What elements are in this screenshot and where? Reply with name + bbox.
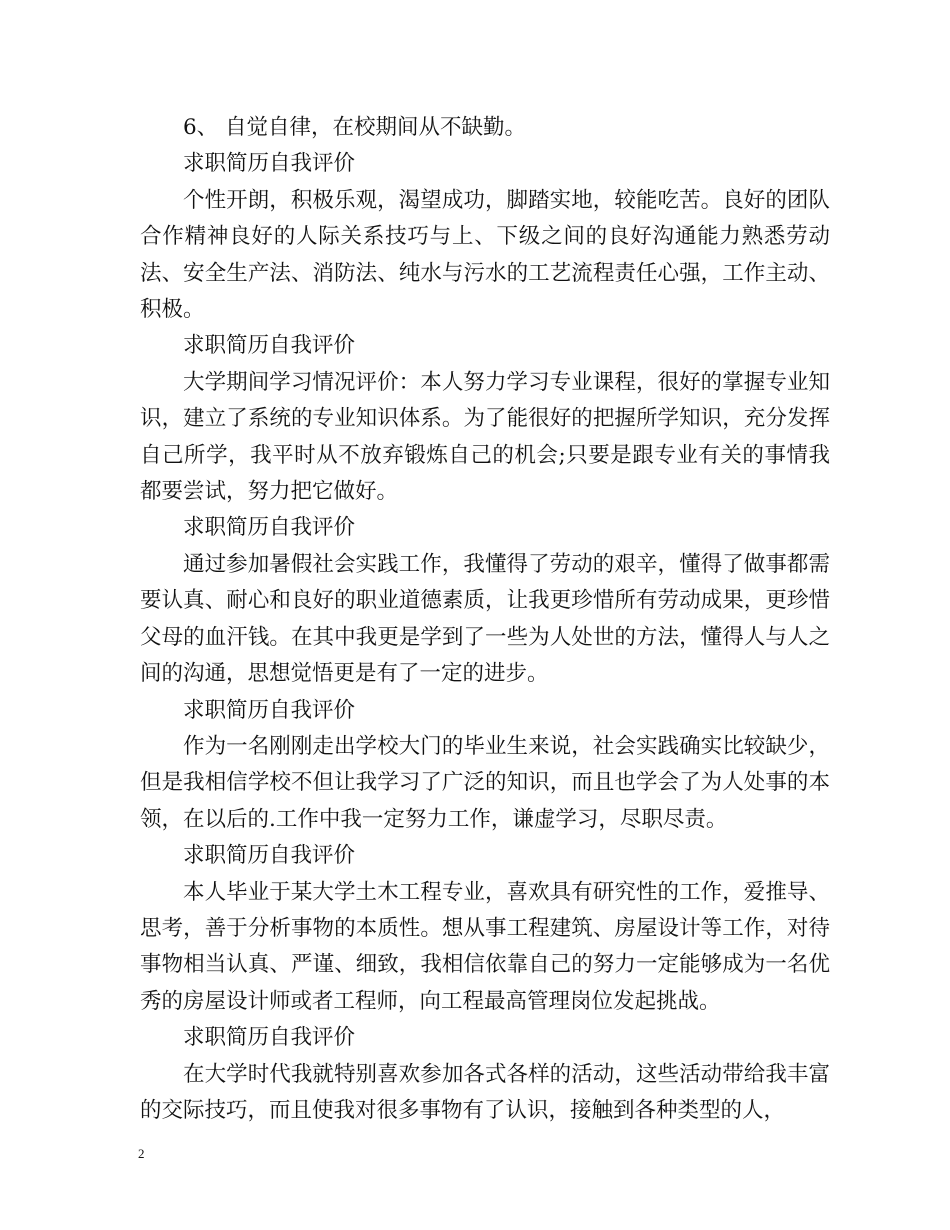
paragraph: 本人毕业于某大学土木工程专业，喜欢具有研究性的工作，爱推导、思考，善于分析事物的本质性。想从事工程建筑、房屋设计等工作，对待事物相当认真、严谨、细致，我相信依靠自己的努力一定能够成为一名优秀的房屋设计师或者工程师，向工程最高管理岗位发起挑战。: [140, 879, 830, 1014]
section-heading: 求职简历自我评价: [183, 1025, 356, 1051]
section-heading: 求职简历自我评价: [183, 151, 356, 177]
document-body: [140, 110, 830, 1129]
list-item-6: 6、 自觉自律，在校期间从不缺勤。: [183, 115, 527, 140]
section-heading: 求职简历自我评价: [183, 843, 356, 869]
paragraph: 作为一名刚刚走出学校大门的毕业生来说，社会实践确实比较缺少，但是我相信学校不但让我学习了广泛的知识，而且也学会了为人处事的本领，在以后的.工作中我一定努力工作，谦虚学习，尽职尽责。: [140, 733, 830, 832]
section-heading: 求职简历自我评价: [183, 333, 356, 359]
page-number: 2: [138, 1146, 145, 1161]
section-heading: 求职简历自我评价: [183, 697, 356, 723]
paragraph: 个性开朗，积极乐观，渴望成功，脚踏实地，较能吃苦。良好的团队合作精神良好的人际关系技巧与上、下级之间的良好沟通能力熟悉劳动法、安全生产法、消防法、纯水与污水的工艺流程责任心强，工作主动、积极。: [140, 187, 830, 323]
section-heading: 求职简历自我评价: [183, 515, 356, 541]
paragraph: 通过参加暑假社会实践工作，我懂得了劳动的艰辛，懂得了做事都需要认真、耐心和良好的职业道德素质，让我更珍惜所有劳动成果，更珍惜父母的血汗钱。在其中我更是学到了一些为人处世的方法，懂得人与人之间的沟通，思想觉悟更是有了一定的进步。: [140, 551, 830, 687]
paragraph: 在大学时代我就特别喜欢参加各式各样的活动，这些活动带给我丰富的交际技巧，而且使我对很多事物有了认识，接触到各种类型的人，: [140, 1061, 830, 1123]
paragraph: 大学期间学习情况评价：本人努力学习专业课程，很好的掌握专业知识，建立了系统的专业知识体系。为了能很好的把握所学知识，充分发挥自己所学，我平时从不放弃锻炼自己的机会;只要是跟专业有关的事情我都要尝试，努力把它做好。: [140, 369, 830, 505]
